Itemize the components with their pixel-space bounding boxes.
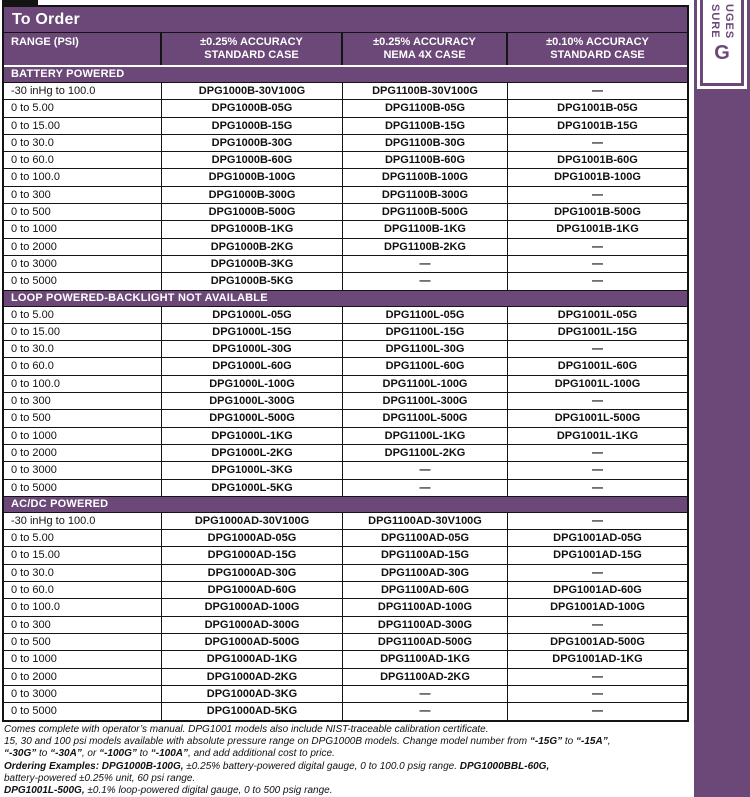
section-tab-word2: UGES	[723, 4, 735, 40]
model-standard-case-cell: DPG1000AD-500G	[162, 634, 343, 650]
model-010-case-cell: DPG1001L-15G	[557, 325, 638, 338]
model-010-case-cell: DPG1001L-60G	[557, 360, 638, 373]
table-row	[4, 118, 687, 135]
model-nema4x-case-cell: DPG1100AD-300G	[343, 617, 508, 633]
model-nema4x-case-cell: DPG1100L-05G	[343, 307, 508, 323]
model-nema4x-case-cell: DPG1100B-30G	[343, 135, 508, 151]
table-body	[4, 67, 687, 720]
table-row	[4, 462, 687, 479]
model-nema4x-case-cell: DPG1100L-2KG	[343, 445, 508, 461]
footnote-segment: battery-powered ±0.25% unit, 60 psi range.	[4, 772, 196, 784]
model-nema4x-case-cell: DPG1100AD-15G	[343, 547, 508, 563]
model-nema4x-case-cell: DPG1100AD-30V100G	[343, 513, 508, 529]
model-standard-case-cell: DPG1000B-100G	[162, 169, 343, 185]
model-nema4x-case-cell: DPG1100AD-30G	[343, 565, 508, 581]
footnote-segment: “-100A”	[150, 748, 189, 760]
table-row	[4, 135, 687, 152]
model-nema4x-case-cell: DPG1100B-30V100G	[343, 83, 508, 99]
range-cell: -30 inHg to 100.0	[4, 83, 162, 99]
footnote-line	[4, 736, 688, 748]
column-header-line1: ±0.25% ACCURACY	[200, 36, 303, 48]
model-010-case-cell: —	[592, 395, 603, 408]
model-standard-case-cell: DPG1000B-1KG	[162, 221, 343, 237]
model-nema4x-case-cell: DPG1100AD-05G	[343, 530, 508, 546]
model-010-case-cell: DPG1001AD-500G	[550, 635, 645, 648]
model-standard-case-cell: DPG1000B-300G	[162, 187, 343, 203]
model-nema4x-case-cell: DPG1100AD-2KG	[343, 669, 508, 685]
table-row	[4, 324, 687, 341]
table-row	[4, 358, 687, 375]
model-nema4x-case-cell: DPG1100B-1KG	[343, 221, 508, 237]
range-cell: -30 inHg to 100.0	[4, 513, 162, 529]
model-nema4x-case-cell: DPG1100AD-100G	[343, 599, 508, 615]
range-cell: 0 to 3000	[4, 686, 162, 702]
model-standard-case-cell: DPG1000L-2KG	[162, 445, 343, 461]
model-standard-case-cell: DPG1000L-05G	[162, 307, 343, 323]
footnote-line	[4, 724, 688, 736]
model-nema4x-case-cell: DPG1100L-15G	[343, 324, 508, 340]
model-standard-case-cell: DPG1000L-30G	[162, 341, 343, 357]
range-cell: 0 to 1000	[4, 651, 162, 667]
table-row	[4, 341, 687, 358]
range-cell: 0 to 3000	[4, 462, 162, 478]
footnote-segment: ±0.25% battery-powered digital gauge, 0 to 100.0 psig range.	[183, 760, 460, 772]
table-row	[4, 204, 687, 221]
model-nema4x-case-cell: DPG1100L-300G	[343, 393, 508, 409]
footnote-segment: to	[136, 748, 151, 760]
model-010-case-cell: DPG1001B-15G	[557, 119, 638, 132]
table-row	[4, 651, 687, 668]
column-header-line1: ±0.10% ACCURACY	[546, 36, 649, 48]
model-standard-case-cell: DPG1000B-05G	[162, 100, 343, 116]
model-nema4x-case-cell: DPG1100L-100G	[343, 376, 508, 392]
range-cell: 0 to 60.0	[4, 152, 162, 168]
table-row	[4, 480, 687, 497]
model-standard-case-cell: DPG1000L-1KG	[162, 428, 343, 444]
range-cell: 0 to 2000	[4, 669, 162, 685]
model-standard-case-cell: DPG1000B-5KG	[162, 273, 343, 289]
model-nema4x-case-cell: DPG1100B-100G	[343, 169, 508, 185]
model-nema4x-case-cell: DPG1100L-30G	[343, 341, 508, 357]
table-row	[4, 273, 687, 290]
footnote-segment: Comes complete with operator’s manual. DPG1001 models also include NIST-traceable calibration certificate.	[4, 724, 489, 735]
column-header-line2: STANDARD CASE	[204, 49, 299, 61]
footnote-line	[4, 785, 688, 797]
column-header-line2: STANDARD CASE	[550, 49, 645, 61]
model-010-case-cell: —	[592, 687, 603, 700]
footnote-line	[4, 761, 688, 773]
range-cell: 0 to 5000	[4, 480, 162, 496]
footnote-segment: “-15G”	[529, 736, 563, 748]
range-cell: 0 to 1000	[4, 428, 162, 444]
table-title: To Order	[4, 7, 687, 33]
model-standard-case-cell: DPG1000L-60G	[162, 358, 343, 374]
range-cell: 0 to 5.00	[4, 307, 162, 323]
column-header-standard-case-025	[162, 33, 343, 65]
table-row	[4, 307, 687, 324]
model-standard-case-cell: DPG1000AD-1KG	[162, 651, 343, 667]
table-row	[4, 393, 687, 410]
range-cell: 0 to 60.0	[4, 358, 162, 374]
model-standard-case-cell: DPG1000AD-60G	[162, 582, 343, 598]
model-010-case-cell: —	[592, 343, 603, 356]
model-010-case-cell: DPG1001B-60G	[557, 154, 638, 167]
table-row	[4, 703, 687, 720]
footnote-segment: Ordering Examples: DPG1000B-100G,	[4, 760, 184, 772]
footnote-line	[4, 748, 688, 760]
model-010-case-cell: —	[592, 670, 603, 683]
range-cell: 0 to 100.0	[4, 169, 162, 185]
section-header-row: AC/DC POWERED	[4, 497, 687, 513]
model-010-case-cell: —	[592, 240, 603, 253]
section-letter: G	[714, 42, 730, 65]
range-cell: 0 to 300	[4, 393, 162, 409]
range-cell: 0 to 5000	[4, 703, 162, 720]
model-nema4x-case-cell: —	[343, 462, 508, 478]
model-standard-case-cell: DPG1000L-3KG	[162, 462, 343, 478]
table-row	[4, 221, 687, 238]
model-nema4x-case-cell: —	[343, 686, 508, 702]
footnote-segment: to	[562, 736, 577, 748]
range-cell: 0 to 5000	[4, 273, 162, 289]
column-header-range	[4, 33, 162, 65]
table-row	[4, 428, 687, 445]
table-row	[4, 376, 687, 393]
model-standard-case-cell: DPG1000AD-30V100G	[162, 513, 343, 529]
model-nema4x-case-cell: DPG1100L-1KG	[343, 428, 508, 444]
model-nema4x-case-cell: —	[343, 703, 508, 720]
model-standard-case-cell: DPG1000AD-300G	[162, 617, 343, 633]
range-cell: 0 to 15.00	[4, 547, 162, 563]
model-010-case-cell: —	[592, 514, 603, 527]
model-standard-case-cell: DPG1000B-3KG	[162, 256, 343, 272]
model-nema4x-case-cell: DPG1100L-500G	[343, 410, 508, 426]
model-standard-case-cell: DPG1000B-15G	[162, 118, 343, 134]
table-row	[4, 187, 687, 204]
model-nema4x-case-cell: DPG1100B-05G	[343, 100, 508, 116]
model-nema4x-case-cell: DPG1100B-15G	[343, 118, 508, 134]
model-010-case-cell: DPG1001L-05G	[557, 308, 638, 321]
model-standard-case-cell: DPG1000AD-3KG	[162, 686, 343, 702]
model-nema4x-case-cell: DPG1100B-300G	[343, 187, 508, 203]
table-row	[4, 513, 687, 530]
model-standard-case-cell: DPG1000AD-100G	[162, 599, 343, 615]
model-standard-case-cell: DPG1000AD-30G	[162, 565, 343, 581]
range-cell: 0 to 60.0	[4, 582, 162, 598]
footnote-segment: DPG1000BBL-60G,	[459, 760, 550, 772]
table-row	[4, 256, 687, 273]
section-header-row: BATTERY POWERED	[4, 67, 687, 83]
range-cell: 0 to 5.00	[4, 530, 162, 546]
range-cell: 0 to 2000	[4, 445, 162, 461]
model-standard-case-cell: DPG1000B-60G	[162, 152, 343, 168]
table-row	[4, 599, 687, 616]
model-010-case-cell: DPG1001L-500G	[554, 412, 641, 425]
model-010-case-cell: DPG1001AD-100G	[550, 601, 645, 614]
model-010-case-cell: —	[592, 705, 603, 718]
footnote-segment: DPG1001L-500G,	[4, 785, 85, 797]
table-row	[4, 169, 687, 186]
model-010-case-cell: —	[592, 136, 603, 149]
model-010-case-cell: DPG1001B-100G	[554, 171, 641, 184]
table-row	[4, 686, 687, 703]
model-010-case-cell: —	[592, 464, 603, 477]
model-010-case-cell: DPG1001AD-15G	[553, 549, 642, 562]
model-standard-case-cell: DPG1000B-500G	[162, 204, 343, 220]
footnote-segment: “-100G”	[99, 748, 137, 760]
model-010-case-cell: —	[592, 618, 603, 631]
model-nema4x-case-cell: DPG1100B-60G	[343, 152, 508, 168]
model-010-case-cell: DPG1001AD-1KG	[552, 653, 643, 666]
model-010-case-cell: DPG1001L-100G	[554, 377, 641, 390]
to-order-table	[2, 5, 689, 722]
model-nema4x-case-cell: DPG1100L-60G	[343, 358, 508, 374]
range-cell: 0 to 100.0	[4, 599, 162, 615]
table-row	[4, 617, 687, 634]
footnote-segment: “-30G”	[4, 748, 37, 760]
range-cell: 0 to 500	[4, 410, 162, 426]
model-010-case-cell: —	[592, 446, 603, 459]
table-row	[4, 565, 687, 582]
model-010-case-cell: —	[592, 85, 603, 97]
model-standard-case-cell: DPG1000L-300G	[162, 393, 343, 409]
table-row	[4, 239, 687, 256]
range-cell: 0 to 100.0	[4, 376, 162, 392]
model-010-case-cell: DPG1001B-1KG	[556, 223, 639, 236]
column-header-line1: ±0.25% ACCURACY	[373, 36, 476, 48]
footnote-segment: to	[36, 748, 51, 760]
footnote-segment: , or	[81, 748, 100, 760]
footnote-segment: “-30A”	[50, 748, 82, 760]
model-010-case-cell: DPG1001B-05G	[557, 102, 638, 115]
model-standard-case-cell: DPG1000L-5KG	[162, 480, 343, 496]
model-standard-case-cell: DPG1000B-30V100G	[162, 83, 343, 99]
range-cell: 0 to 3000	[4, 256, 162, 272]
model-010-case-cell: DPG1001B-500G	[554, 206, 641, 219]
table-row	[4, 83, 687, 100]
section-header-row: LOOP POWERED-BACKLIGHT NOT AVAILABLE	[4, 291, 687, 307]
model-standard-case-cell: DPG1000B-2KG	[162, 239, 343, 255]
range-cell: 0 to 300	[4, 617, 162, 633]
model-nema4x-case-cell: —	[343, 256, 508, 272]
table-row	[4, 530, 687, 547]
section-tab-box	[700, 0, 744, 86]
model-standard-case-cell: DPG1000AD-5KG	[162, 703, 343, 720]
range-cell: 0 to 500	[4, 204, 162, 220]
model-standard-case-cell: DPG1000L-15G	[162, 324, 343, 340]
table-row	[4, 100, 687, 117]
table-header-row	[4, 33, 687, 67]
footnote-line	[4, 773, 688, 785]
model-standard-case-cell: DPG1000AD-05G	[162, 530, 343, 546]
range-cell: 0 to 15.00	[4, 324, 162, 340]
model-010-case-cell: —	[592, 566, 603, 579]
range-cell: 0 to 15.00	[4, 118, 162, 134]
model-nema4x-case-cell: DPG1100AD-500G	[343, 634, 508, 650]
section-tab-vertical-text	[708, 4, 736, 39]
model-010-case-cell: —	[592, 275, 603, 288]
footnotes	[4, 724, 688, 797]
column-header-range-line1: RANGE (PSI)	[11, 36, 79, 48]
column-header-line2: NEMA 4X CASE	[383, 49, 466, 61]
model-standard-case-cell: DPG1000B-30G	[162, 135, 343, 151]
table-row	[4, 445, 687, 462]
column-header-standard-case-010	[508, 33, 687, 65]
column-header-nema4x-case-025	[343, 33, 508, 65]
table-row	[4, 152, 687, 169]
model-010-case-cell: —	[592, 257, 603, 270]
table-row	[4, 547, 687, 564]
model-010-case-cell: —	[592, 481, 603, 494]
model-standard-case-cell: DPG1000AD-2KG	[162, 669, 343, 685]
section-tab-sidebar	[694, 0, 750, 797]
model-nema4x-case-cell: DPG1100AD-60G	[343, 582, 508, 598]
table-row	[4, 669, 687, 686]
model-010-case-cell: DPG1001AD-05G	[553, 532, 642, 545]
model-nema4x-case-cell: DPG1100AD-1KG	[343, 651, 508, 667]
range-cell: 0 to 300	[4, 187, 162, 203]
model-010-case-cell: —	[592, 188, 603, 201]
table-row	[4, 634, 687, 651]
model-standard-case-cell: DPG1000L-100G	[162, 376, 343, 392]
model-010-case-cell: DPG1001L-1KG	[556, 429, 639, 442]
model-010-case-cell: DPG1001AD-60G	[553, 584, 642, 597]
table-row	[4, 410, 687, 427]
model-nema4x-case-cell: —	[343, 480, 508, 496]
range-cell: 0 to 30.0	[4, 565, 162, 581]
range-cell: 0 to 500	[4, 634, 162, 650]
model-standard-case-cell: DPG1000L-500G	[162, 410, 343, 426]
model-standard-case-cell: DPG1000AD-15G	[162, 547, 343, 563]
table-row	[4, 582, 687, 599]
range-cell: 0 to 30.0	[4, 135, 162, 151]
footnote-segment: , and add additional cost to price.	[188, 748, 335, 760]
range-cell: 0 to 5.00	[4, 100, 162, 116]
footnote-segment: “-15A”	[576, 736, 608, 748]
model-nema4x-case-cell: DPG1100B-2KG	[343, 239, 508, 255]
range-cell: 0 to 2000	[4, 239, 162, 255]
footnote-segment: ±0.1% loop-powered digital gauge, 0 to 500 psig range.	[84, 785, 333, 797]
range-cell: 0 to 30.0	[4, 341, 162, 357]
model-nema4x-case-cell: —	[343, 273, 508, 289]
range-cell: 0 to 1000	[4, 221, 162, 237]
model-nema4x-case-cell: DPG1100B-500G	[343, 204, 508, 220]
footnote-segment: ,	[607, 736, 611, 748]
section-tab-word1: SURE	[709, 4, 721, 39]
footnote-segment: 15, 30 and 100 psi models available with absolute pressure range on DPG1000B models. Change model number from	[4, 736, 530, 748]
